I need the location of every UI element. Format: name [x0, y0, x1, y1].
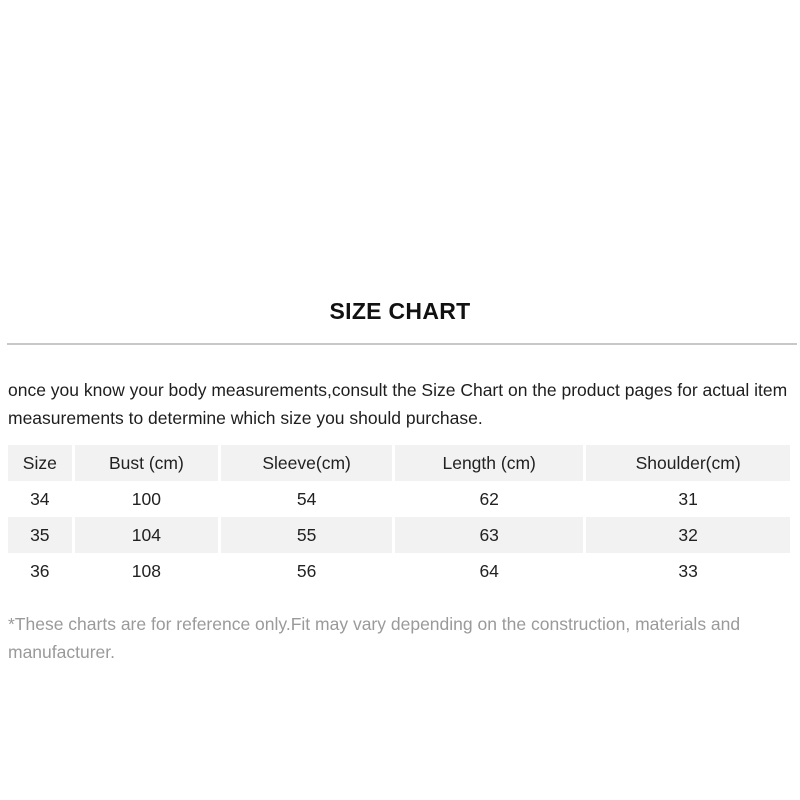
table-row — [8, 517, 790, 553]
table-row — [8, 481, 790, 517]
header-shoulder: Shoulder(cm) — [586, 445, 790, 481]
cell-shoulder: 31 — [678, 488, 698, 509]
header-size: Size — [8, 445, 72, 481]
intro-text: once you know your body measurements,consult the Size Chart on the product pages for actual item measurements to determine which size you should purchase. — [8, 380, 788, 428]
header-length: Length (cm) — [395, 445, 583, 481]
cell-bust: 104 — [75, 517, 219, 553]
page-title: SIZE CHART — [329, 298, 471, 324]
table-row — [8, 553, 790, 589]
header-sleeve: Sleeve(cm) — [221, 445, 392, 481]
table-header-row — [8, 445, 790, 481]
cell-size: 35 — [8, 517, 72, 553]
cell-bust: 100 — [131, 488, 161, 509]
cell-length: 63 — [395, 517, 583, 553]
cell-shoulder: 32 — [586, 517, 790, 553]
cell-size: 34 — [30, 488, 50, 509]
cell-length: 64 — [479, 560, 499, 581]
header-bust: Bust (cm) — [75, 445, 219, 481]
cell-size: 36 — [30, 560, 50, 581]
cell-sleeve: 55 — [221, 517, 392, 553]
cell-shoulder: 33 — [678, 560, 698, 581]
disclaimer-note: *These charts are for reference only.Fit may vary depending on the construction, materials and manufacturer. — [8, 614, 741, 662]
cell-bust: 108 — [131, 560, 161, 581]
cell-sleeve: 54 — [296, 488, 317, 509]
title-divider — [7, 343, 797, 345]
cell-sleeve: 56 — [296, 560, 317, 581]
cell-length: 62 — [479, 488, 499, 509]
size-table — [5, 445, 793, 589]
